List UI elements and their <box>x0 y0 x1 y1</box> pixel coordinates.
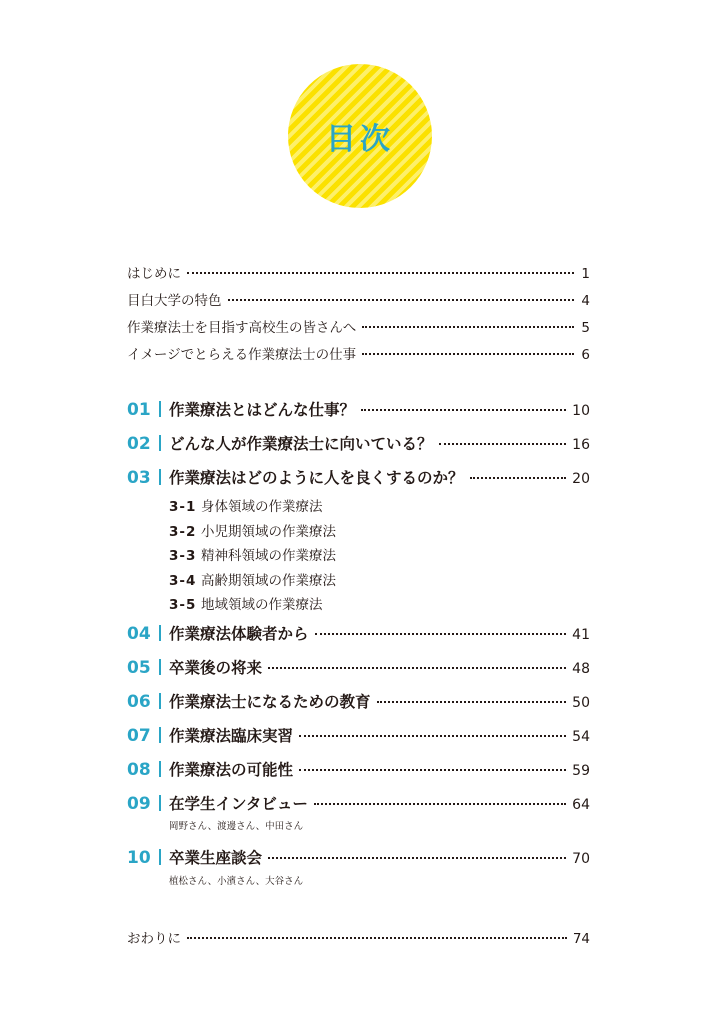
toc-page: 59 <box>572 763 590 779</box>
toc-page: 20 <box>572 471 590 487</box>
chapter-title: 作業療法体験者から <box>169 625 309 643</box>
chapter-number: 01 <box>127 400 151 420</box>
toc-label: イメージでとらえる作業療法士の仕事 <box>127 347 357 363</box>
toc-page: 41 <box>572 627 590 643</box>
toc-label: 目白大学の特色 <box>127 293 222 309</box>
chapter-number: 05 <box>127 658 151 678</box>
toc-page: 16 <box>572 437 590 453</box>
toc-row-chapter[interactable] <box>127 432 590 454</box>
section-title: 精神科領域の作業療法 <box>201 548 336 564</box>
dot-leader <box>362 353 574 355</box>
toc-label: おわりに <box>127 931 181 947</box>
chapter-title: 作業療法はどのように人を良くするのか？ <box>169 469 464 487</box>
chapter-bar <box>159 761 161 777</box>
toc-page: 4 <box>581 293 590 309</box>
dot-leader <box>299 769 566 771</box>
dot-leader <box>362 326 574 328</box>
chapter-number: 10 <box>127 848 151 868</box>
toc-section[interactable] <box>169 520 336 540</box>
toc-row-chapter[interactable] <box>127 466 590 488</box>
section-number: 3-2 <box>169 524 197 540</box>
chapter-number: 03 <box>127 468 151 488</box>
chapter-number: 07 <box>127 726 151 746</box>
toc-page: 5 <box>581 320 590 336</box>
dot-leader <box>268 667 566 669</box>
title-circle <box>288 64 432 208</box>
chapter-title: 作業療法の可能性 <box>169 761 294 779</box>
chapter-bar <box>159 795 161 811</box>
chapter-title: どんな人が作業療法士に向いている？ <box>169 435 433 453</box>
toc-row-chapter[interactable] <box>127 398 590 420</box>
toc-section[interactable] <box>169 569 336 589</box>
page-title: 目次 <box>326 122 394 157</box>
chapter-bar <box>159 401 161 417</box>
toc-row-chapter[interactable] <box>127 690 590 712</box>
dot-leader <box>268 857 566 859</box>
chapter-title: 作業療法臨床実習 <box>169 727 294 745</box>
toc-row-intro[interactable] <box>127 289 590 309</box>
chapter-bar <box>159 727 161 743</box>
chapter-number: 02 <box>127 434 151 454</box>
toc-row-chapter[interactable] <box>127 622 590 644</box>
toc-row-intro[interactable] <box>127 262 590 282</box>
toc-row-intro[interactable] <box>127 316 590 336</box>
chapter-bar <box>159 435 161 451</box>
chapter-bar <box>159 625 161 641</box>
dot-leader <box>314 803 566 805</box>
toc-page: 50 <box>572 695 590 711</box>
chapter-number: 04 <box>127 624 151 644</box>
chapter-bar <box>159 849 161 865</box>
dot-leader <box>470 477 567 479</box>
section-title: 身体領域の作業療法 <box>201 499 323 515</box>
toc-section[interactable] <box>169 544 336 564</box>
toc-page: 10 <box>572 403 590 419</box>
toc-page: 54 <box>572 729 590 745</box>
toc-label: 作業療法士を目指す高校生の皆さんへ <box>127 320 357 336</box>
toc-row-outro[interactable] <box>127 927 590 947</box>
toc-row-chapter[interactable] <box>127 792 590 814</box>
section-title: 地域領域の作業療法 <box>201 597 323 613</box>
chapter-number: 08 <box>127 760 151 780</box>
interview-names: 岡野さん、渡邊さん、中田さん <box>169 821 304 832</box>
dot-leader <box>315 633 567 635</box>
toc-page: 48 <box>572 661 590 677</box>
chapter-bar <box>159 693 161 709</box>
dot-leader <box>361 409 566 411</box>
toc-row-intro[interactable] <box>127 343 590 363</box>
dot-leader <box>377 701 567 703</box>
toc-page: 64 <box>572 797 590 813</box>
chapter-number: 06 <box>127 692 151 712</box>
dot-leader <box>187 937 567 939</box>
toc-row-chapter[interactable] <box>127 758 590 780</box>
toc-row-chapter[interactable] <box>127 846 590 868</box>
section-title: 小児期領域の作業療法 <box>201 524 336 540</box>
toc-section[interactable] <box>169 495 323 515</box>
chapter-title: 卒業後の将来 <box>169 659 263 677</box>
chapter-number: 09 <box>127 794 151 814</box>
toc-section[interactable] <box>169 593 323 613</box>
chapter-title: 作業療法士になるための教育 <box>169 693 371 711</box>
section-number: 3-3 <box>169 548 197 564</box>
chapter-bar <box>159 659 161 675</box>
dot-leader <box>299 735 566 737</box>
chapter-title: 在学生インタビュー <box>169 795 308 813</box>
section-number: 3-5 <box>169 597 197 613</box>
section-title: 高齢期領域の作業療法 <box>201 573 336 589</box>
toc-label: はじめに <box>127 266 181 282</box>
toc-page: 1 <box>581 266 590 282</box>
section-number: 3-1 <box>169 499 197 515</box>
chapter-title: 卒業生座談会 <box>169 849 263 867</box>
dot-leader <box>187 272 574 274</box>
chapter-title: 作業療法とはどんな仕事？ <box>169 401 356 419</box>
dot-leader <box>228 299 575 301</box>
toc-page: 70 <box>572 851 590 867</box>
toc-page: 6 <box>581 347 590 363</box>
section-number: 3-4 <box>169 573 197 589</box>
toc-row-chapter[interactable] <box>127 724 590 746</box>
toc-page: 74 <box>572 931 590 947</box>
panel-names: 植松さん、小濱さん、大谷さん <box>169 876 304 887</box>
toc-row-chapter[interactable] <box>127 656 590 678</box>
chapter-bar <box>159 469 161 485</box>
dot-leader <box>439 443 567 445</box>
